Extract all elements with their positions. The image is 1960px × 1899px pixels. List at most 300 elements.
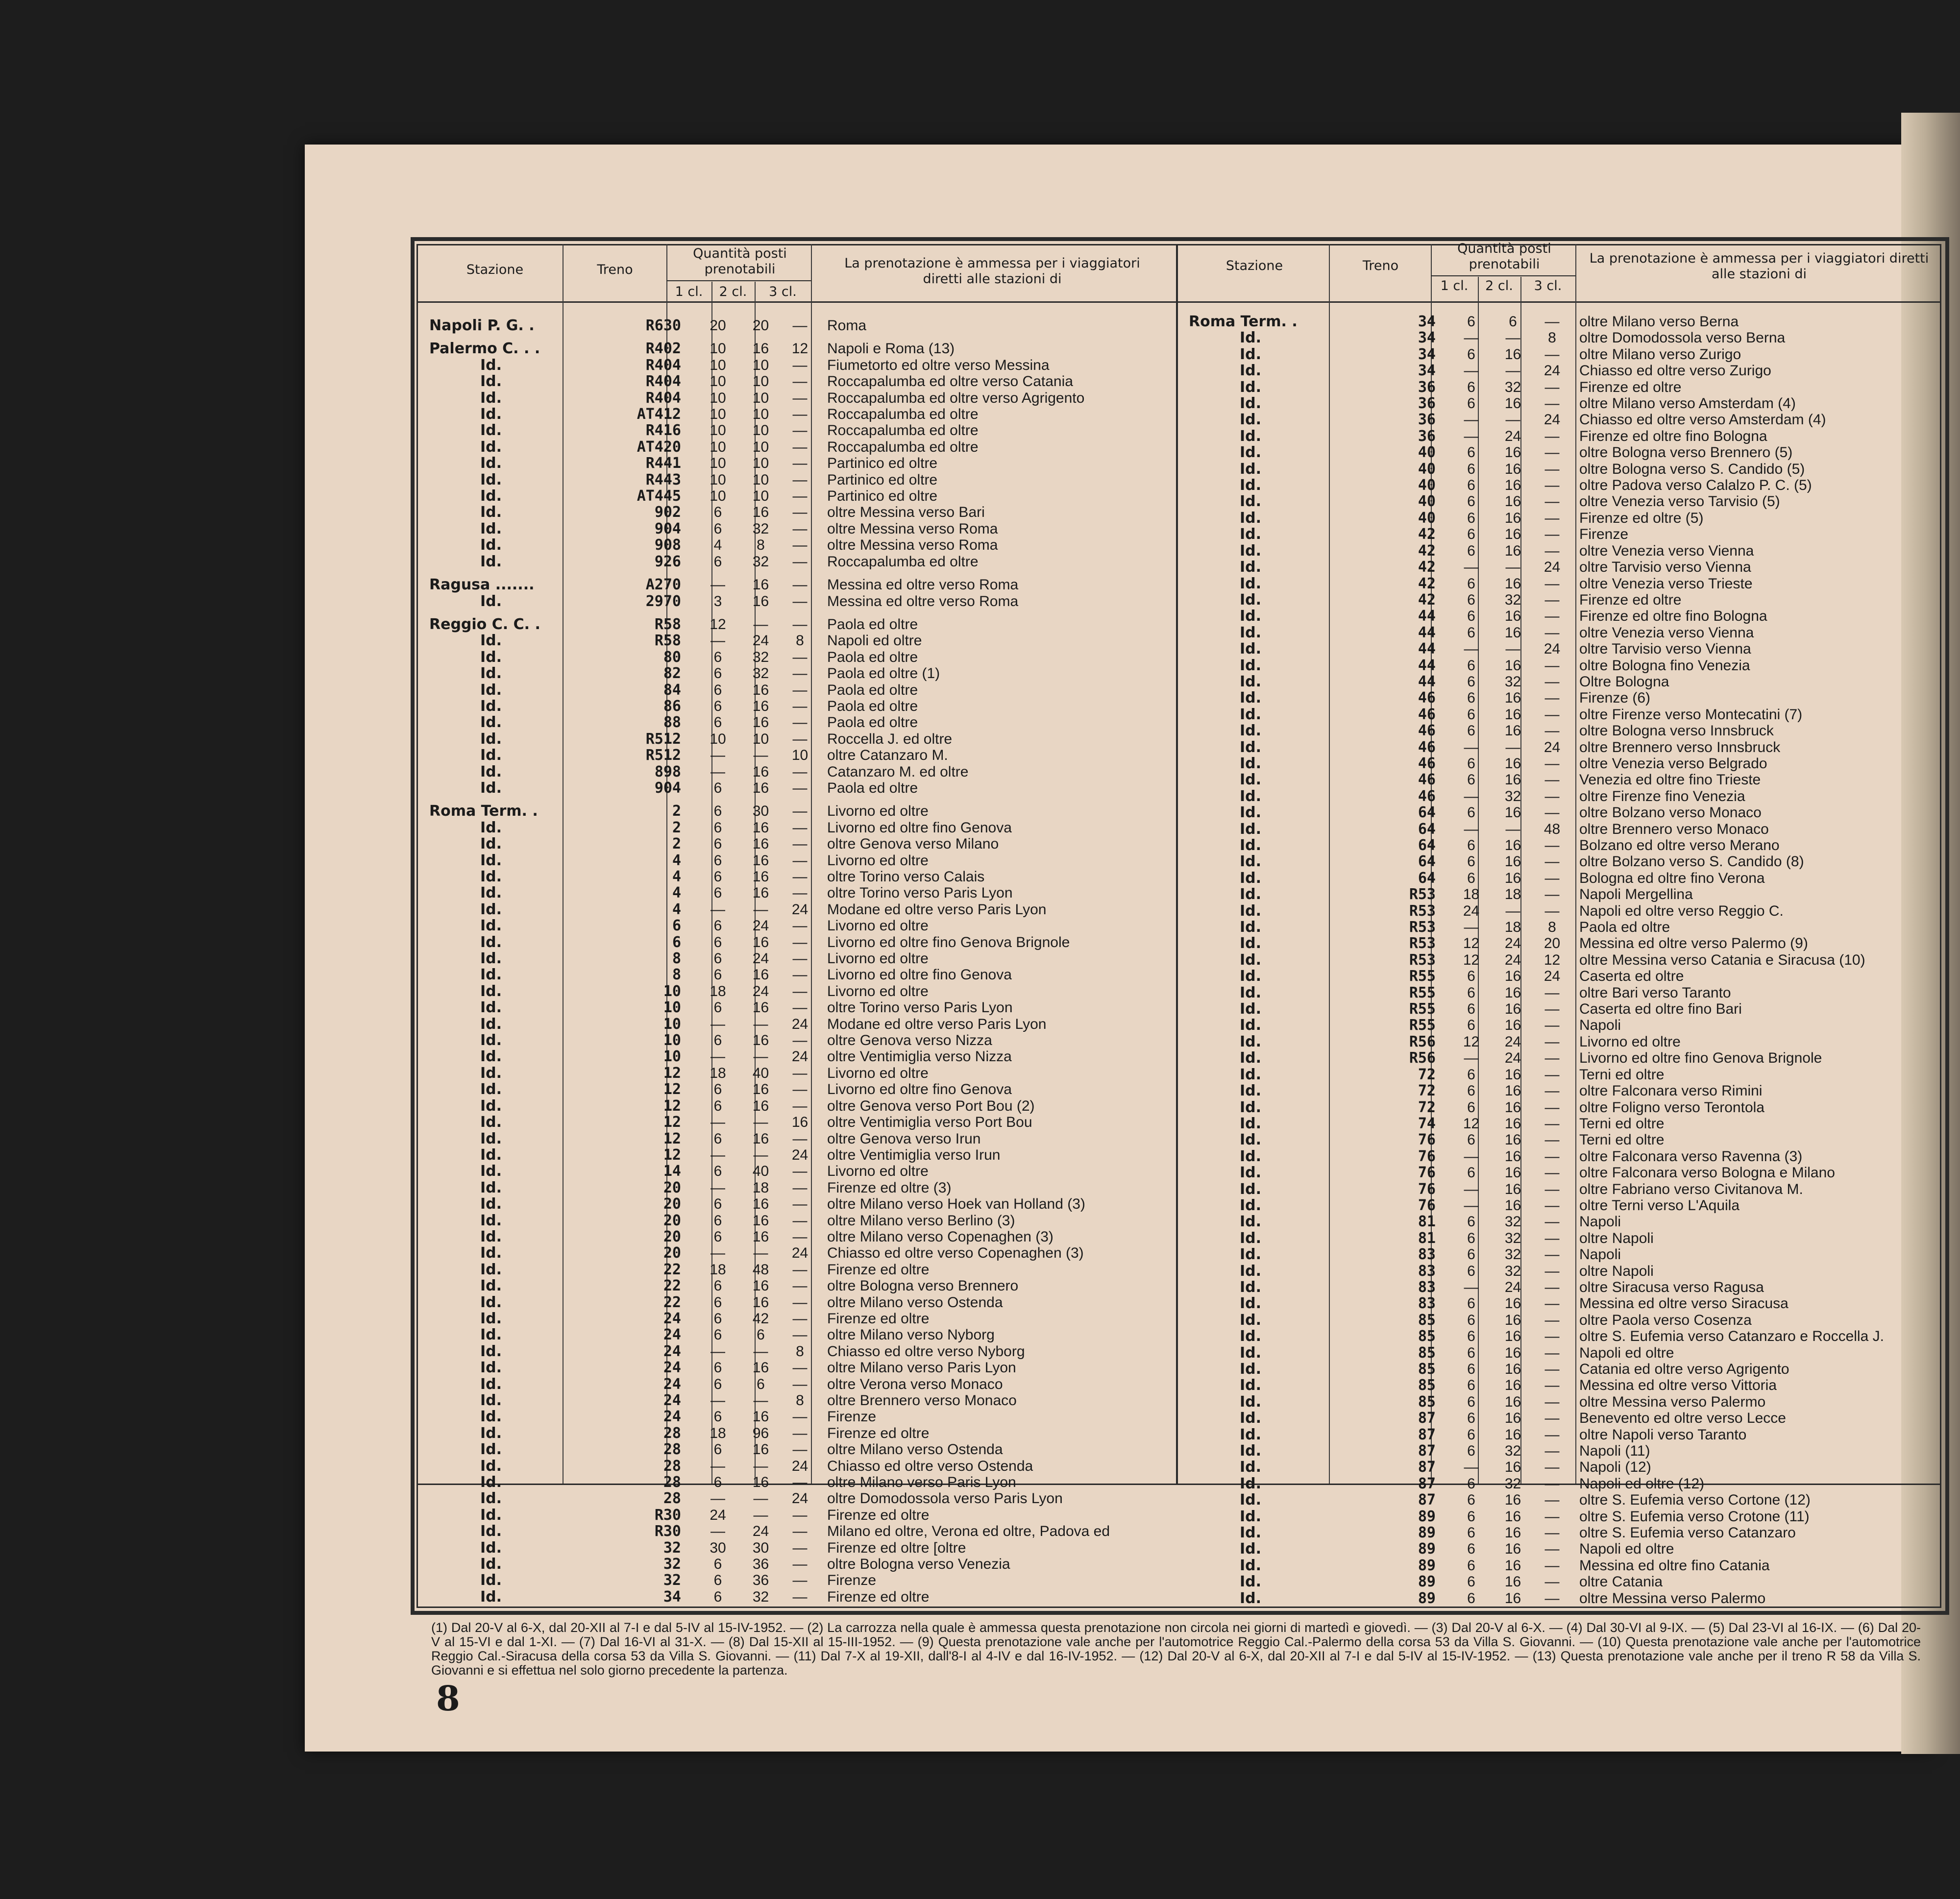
cl2-cell: — [753,1245,768,1262]
stazione-cell: Id. [480,471,502,488]
cl1-cell: — [1464,641,1479,657]
stazione-cell: Id. [480,1114,502,1131]
cl3-cell: — [1544,1426,1560,1443]
destinazione-cell: oltre Torino verso Calais [827,869,985,885]
cl1-cell: 6 [713,1097,722,1114]
destinazione-cell: Terni ed oltre [1579,1115,1665,1132]
treno-cell: 89 [1418,1557,1436,1574]
destinazione-cell: oltre Messina verso Catania e Siracusa (10) [1579,951,1865,968]
cl3-cell: — [792,1523,808,1540]
destinazione-cell: Livorno ed oltre [827,983,929,999]
stazione-cell: Id. [1240,1393,1262,1411]
cl2-cell: 16 [752,593,769,609]
header-quantita-left: Quantità posti prenotabili [693,246,787,277]
treno-cell: R55 [1409,984,1436,1001]
cl3-cell: — [1544,853,1560,870]
stazione-cell: Id. [480,1196,502,1213]
treno-cell: 64 [1418,821,1436,837]
cl3-cell: 24 [791,1458,808,1474]
group-spacer [426,570,568,577]
cl1-cell: 10 [710,406,726,423]
cl3-cell: 24 [1544,968,1561,985]
cl2-cell: 16 [1504,444,1521,461]
stazione-cell: Id. [1240,363,1262,379]
cl2-cell: 16 [1504,706,1521,723]
treno-cell: 6 [672,934,681,951]
stazione-cell: Id. [480,869,502,885]
cl1-cell: — [710,1114,725,1131]
center-divider [1176,244,1178,1484]
stazione-cell: Id. [480,1572,502,1589]
cl2-cell: 16 [1504,853,1521,870]
group-spacer [696,334,740,341]
stazione-cell: Id. [1240,559,1262,576]
cl2-cell: 24 [752,950,769,967]
cl1-cell: — [710,901,725,918]
cl3-cell: — [1544,1344,1560,1361]
treno-cell: 22 [663,1278,681,1294]
treno-cell: 904 [654,520,681,537]
destinazione-cell: oltre Genova verso Irun [827,1130,981,1147]
destinazione-cell: oltre Bologna verso Innsbruck [1579,723,1774,739]
treno-cell: 84 [663,682,681,698]
stazione-cell: Reggio C. C. . [429,616,540,633]
cl3-cell: — [792,390,808,406]
treno-cell: AT445 [637,488,681,505]
cl2-cell: 48 [752,1261,769,1278]
cl1-cell: — [710,577,725,593]
cl2-cell: 16 [752,852,769,869]
destinazione-cell: Napoli Mergellina [1579,886,1693,903]
cl3-cell: 16 [791,1114,808,1131]
reservation-table-right [1186,314,1921,1607]
treno-cell: 82 [663,665,681,682]
group-spacer [782,334,818,341]
cl3-cell: — [1544,379,1560,395]
stazione-cell: Id. [480,1425,502,1442]
cl3-cell: — [792,1130,808,1147]
cl3-cell: — [1544,395,1560,412]
stazione-cell: Id. [480,649,502,666]
destinazione-cell: oltre Brennero verso Monaco [827,1392,1017,1409]
stazione-cell: Id. [480,633,502,649]
cl3-cell: — [792,1376,808,1392]
cl1-cell: — [1464,1459,1479,1476]
treno-cell: 64 [1418,853,1436,870]
cl3-cell: — [1544,1083,1560,1099]
stazione-cell: Id. [480,714,502,731]
cl3-cell: — [792,852,808,869]
cl1-cell: 10 [710,357,726,373]
cl2-cell: 6 [757,1376,765,1392]
cl2-cell: 16 [1504,1557,1521,1574]
cl1-cell: 6 [713,1376,722,1392]
cl2-cell: 16 [1504,1492,1521,1509]
stazione-cell: Id. [1240,1590,1262,1607]
destinazione-cell: oltre Bologna verso Venezia [827,1556,1010,1573]
treno-cell: 12 [663,1146,681,1164]
treno-cell: 12 [663,1130,681,1147]
cl3-cell: — [792,967,808,983]
cl2-cell: 16 [1504,1508,1521,1525]
cl3-cell: — [1544,788,1560,804]
cl1-cell: 6 [1467,1557,1475,1574]
group-spacer [740,570,782,577]
cl2-cell: 10 [752,471,769,488]
cl1-cell: 6 [1467,1083,1475,1099]
cl2-cell: — [753,1146,768,1163]
cl3-cell: — [1544,1508,1560,1525]
destinazione-cell: Livorno ed oltre fino Genova Brignole [827,934,1070,950]
cl3-cell: 24 [791,1016,808,1032]
stazione-cell: Id. [480,918,502,934]
cl3-cell: — [1544,673,1560,690]
cl3-cell: — [792,836,808,852]
stazione-cell: Id. [480,1310,502,1327]
treno-cell: 10 [663,999,681,1016]
cl3-cell: — [792,819,808,836]
treno-cell: 87 [1418,1492,1436,1509]
treno-cell: 46 [1418,739,1436,755]
stazione-cell: Id. [480,698,502,715]
treno-cell: 28 [663,1490,681,1507]
stazione-cell: Id. [480,1360,502,1376]
cl1-cell: 6 [713,1130,722,1147]
destinazione-cell: oltre Foligno verso Terontola [1579,1099,1764,1116]
cl2-cell: 16 [752,967,769,983]
destinazione-cell: oltre Genova verso Nizza [827,1032,992,1049]
cl1-cell: 6 [1467,1263,1475,1279]
cl2-cell: — [753,1343,768,1360]
treno-cell: 89 [1418,1574,1436,1590]
cl3-cell: — [1544,1099,1560,1116]
treno-cell: 83 [1418,1295,1436,1312]
destinazione-cell: Messina ed oltre verso Vittoria [1579,1377,1777,1394]
cl2-cell: — [753,1048,768,1065]
cl1-cell: 6 [1467,1475,1475,1492]
cl1-cell: 6 [1467,379,1475,395]
stazione-cell: Id. [1240,379,1262,396]
group-spacer [818,570,1171,577]
treno-cell: 46 [1418,690,1436,706]
cl3-cell: — [1544,1295,1560,1312]
cl1-cell: 6 [1467,1214,1475,1230]
cl2-cell: 6 [757,1327,765,1343]
cl1-cell: 12 [1463,1033,1480,1050]
cl2-cell: — [753,1016,768,1032]
group-spacer [740,609,782,616]
cl2-cell: 16 [752,999,769,1016]
destinazione-cell: Venezia ed oltre fino Trieste [1579,772,1761,788]
cl3-cell: — [1544,1132,1560,1148]
stazione-cell: Id. [1240,1525,1262,1541]
treno-cell: 24 [663,1310,681,1327]
destinazione-cell: Napoli (11) [1579,1443,1650,1460]
destinazione-cell: Roccapalumba ed oltre [827,422,979,439]
cl2-cell: 16 [1504,755,1521,772]
destinazione-cell: Chiasso ed oltre verso Ostenda [827,1458,1033,1474]
cl3-cell: — [792,763,808,780]
cl2-cell: 32 [752,649,769,665]
cl3-cell: — [1544,1377,1560,1394]
treno-cell: 72 [1418,1099,1436,1116]
destinazione-cell: oltre Messina verso Bari [827,504,985,521]
cl1-cell: 6 [1467,542,1475,559]
cl3-cell: — [1544,1066,1560,1083]
cl1-cell: 6 [1467,575,1475,592]
cl2-cell: — [1505,641,1520,657]
cl2-cell: 16 [1504,984,1521,1001]
treno-cell: R416 [645,422,681,439]
destinazione-cell: Terni ed oltre [1579,1132,1665,1148]
cl2-cell: — [753,1458,768,1474]
cl1-cell: — [1464,330,1479,346]
cl2-cell: 18 [1504,886,1521,903]
stazione-cell: Id. [1240,591,1262,609]
cl2-cell: 16 [1504,804,1521,821]
cl3-cell: — [792,488,808,505]
cl3-cell: — [1544,314,1560,330]
cl2-cell: 16 [1504,1377,1521,1394]
group-spacer [568,609,696,616]
treno-cell: 76 [1418,1197,1436,1214]
group-spacer [818,609,1171,616]
cl1-cell: 10 [710,488,726,505]
cl2-cell: 18 [752,1179,769,1196]
group-spacer [740,334,782,341]
destinazione-cell: oltre Messina verso Palermo [1579,1590,1766,1607]
cl2-cell: 36 [752,1572,769,1589]
stazione-cell: Id. [480,1523,502,1540]
cl3-cell: — [792,649,808,665]
stazione-cell: Id. [480,488,502,505]
cl2-cell: — [753,1114,768,1131]
cl1-cell: 6 [713,950,722,967]
stazione-cell: Id. [480,1228,502,1245]
stazione-cell: Id. [1240,1214,1262,1230]
stazione-cell: Id. [1240,837,1262,854]
cl2-cell: 16 [1504,477,1521,494]
treno-cell: 42 [1418,591,1436,609]
cl3-cell: — [1544,1279,1560,1295]
stazione-cell: Id. [1240,608,1262,625]
cl1-cell: 6 [1467,968,1475,985]
stazione-cell: Id. [480,1507,502,1524]
cl2-cell: 20 [752,317,769,334]
treno-cell: R441 [645,455,681,472]
cl2-cell: 16 [752,504,769,521]
cl1-cell: 6 [713,665,722,682]
destinazione-cell: oltre Milano verso Berna [1579,314,1739,330]
cl2-cell: 10 [752,406,769,423]
stazione-cell: Id. [1240,1099,1262,1116]
cl2-cell: 16 [1504,1541,1521,1558]
cl1-cell: 10 [710,730,726,747]
destinazione-cell: Modane ed oltre verso Paris Lyon [827,901,1047,918]
group-spacer [696,796,740,803]
treno-cell: R55 [1409,1001,1436,1018]
stazione-cell: Id. [480,390,502,407]
cl3-cell: — [1544,706,1560,723]
stazione-cell: Id. [1240,886,1262,903]
treno-cell: 74 [1418,1115,1436,1132]
cl3-cell: — [792,1572,808,1589]
destinazione-cell: oltre Bologna verso S. Candido (5) [1579,461,1805,477]
destinazione-cell: oltre Domodossola verso Berna [1579,330,1786,346]
stazione-cell: Id. [1240,788,1262,805]
destinazione-cell: oltre Venezia verso Belgrado [1579,755,1767,772]
cl2-cell: 32 [752,1588,769,1605]
treno-cell: R53 [1409,919,1436,936]
stazione-cell: Id. [480,455,502,472]
cl1-cell: 6 [1467,984,1475,1001]
cl3-cell: — [792,1556,808,1573]
stazione-cell: Roma Term. . [429,803,538,820]
cl2-cell: 8 [757,537,765,554]
cl2-cell: 16 [752,1278,769,1294]
destinazione-cell: Firenze ed oltre (3) [827,1179,952,1196]
cl3-cell: — [1544,1443,1560,1460]
stazione-cell: Id. [1240,1001,1262,1018]
cl3-cell: — [1544,1541,1560,1558]
cl2-cell: 16 [752,1294,769,1311]
stazione-cell: Id. [480,537,502,554]
stazione-cell: Id. [1240,1541,1262,1558]
cl3-cell: — [792,520,808,537]
cl2-cell: 30 [752,1539,769,1556]
cl2-cell: 10 [752,730,769,747]
destinazione-cell: Livorno ed oltre [827,918,929,934]
cl2-cell: 24 [752,918,769,934]
destinazione-cell: oltre Venezia verso Trieste [1579,575,1753,592]
cl3-cell: 24 [791,1490,808,1507]
destinazione-cell: oltre Falconara verso Bologna e Milano [1579,1165,1835,1181]
stazione-cell: Id. [1240,902,1262,920]
cl3-cell: — [792,438,808,455]
cl2-cell: 16 [1504,870,1521,886]
stazione-cell: Id. [480,885,502,901]
treno-cell: A270 [645,577,681,593]
stazione-cell: Id. [480,819,502,836]
stazione-cell: Id. [480,852,502,869]
destinazione-cell: oltre Messina verso Palermo [1579,1393,1766,1410]
destinazione-cell: Chiasso ed oltre verso Nyborg [827,1343,1025,1360]
treno-cell: 89 [1418,1541,1436,1558]
cl3-cell: — [792,885,808,901]
cl1-cell: 6 [713,1556,722,1573]
cl3-cell: — [792,999,808,1016]
destinazione-cell: Catanzaro M. ed oltre [827,763,969,780]
cl1-cell: 6 [713,1294,722,1311]
stazione-cell: Id. [480,406,502,423]
treno-cell: 4 [672,901,681,918]
treno-cell: 2 [672,803,681,820]
stazione-cell: Id. [1240,1017,1262,1034]
stazione-cell: Id. [1240,1083,1262,1099]
cl3-cell: — [792,950,808,967]
treno-cell: 10 [663,1016,681,1033]
destinazione-cell: Partinico ed oltre [827,471,938,488]
stazione-cell: Id. [480,1016,502,1033]
cl2-cell: 30 [752,803,769,820]
cl2-cell: 16 [1504,1148,1521,1165]
destinazione-cell: Napoli ed oltre (12) [1579,1475,1705,1492]
cl1-cell: 6 [713,1228,722,1245]
destinazione-cell: oltre Genova verso Milano [827,836,999,852]
destinazione-cell: Paola ed oltre [827,779,918,796]
stazione-cell: Ragusa ....... [429,577,535,593]
treno-cell: 89 [1418,1590,1436,1607]
stazione-cell: Id. [1240,624,1262,641]
cl1-cell: 6 [713,1474,722,1491]
cl1-cell: — [710,747,725,764]
cl2-cell: 16 [1504,395,1521,412]
cl2-cell: 16 [1504,837,1521,853]
cl3-cell: — [1544,1574,1560,1590]
destinazione-cell: Chiasso ed oltre verso Amsterdam (4) [1579,412,1826,428]
cl1-cell: 6 [1467,755,1475,772]
cl3-cell: — [792,665,808,682]
stazione-cell: Id. [1240,1165,1262,1181]
stazione-cell: Id. [480,1294,502,1311]
destinazione-cell: oltre S. Eufemia verso Catanzaro [1579,1525,1796,1541]
stazione-cell: Id. [480,901,502,918]
cl3-cell: — [792,1310,808,1327]
destinazione-cell: oltre S. Eufemia verso Cortone (12) [1579,1492,1811,1509]
cl3-cell: — [1544,772,1560,788]
cl2-cell: 10 [752,373,769,390]
destinazione-cell: Napoli [1579,1214,1621,1230]
cl1-cell: 6 [713,698,722,714]
cl2-cell: — [1505,902,1520,919]
destinazione-cell: oltre Milano verso Paris Lyon [827,1360,1016,1376]
cl1-cell: 6 [713,779,722,796]
destinazione-cell: oltre Brennero verso Monaco [1579,821,1769,837]
cl3-cell: — [792,803,808,820]
cl1-cell: 10 [710,438,726,455]
cl1-cell: 18 [710,983,726,999]
destinazione-cell: Livorno ed oltre [827,1163,929,1180]
cl2-cell: 40 [752,1065,769,1081]
cl2-cell: 16 [752,869,769,885]
stazione-cell: Id. [480,504,502,521]
destinazione-cell: Firenze [827,1572,877,1589]
treno-cell: 10 [663,1048,681,1065]
cl2-cell: 16 [1504,510,1521,526]
cl2-cell: 32 [1504,1246,1521,1263]
destinazione-cell: Roccapalumba ed oltre [827,406,979,423]
destinazione-cell: Livorno ed oltre fino Genova [827,967,1012,983]
destinazione-cell: oltre Falconara verso Ravenna (3) [1579,1148,1803,1165]
stazione-cell: Id. [480,1458,502,1475]
cl3-cell: — [1544,1197,1560,1214]
destinazione-cell: Firenze ed oltre [oltre [827,1539,966,1556]
treno-cell: 902 [654,504,681,521]
cl1-cell: — [710,633,725,649]
cl2-cell: 16 [1504,1083,1521,1099]
cl3-cell: — [792,455,808,472]
cl3-cell: — [792,1097,808,1114]
stazione-cell: Id. [1240,772,1262,788]
destinazione-cell: oltre Tarvisio verso Vienna [1579,641,1751,657]
stazione-cell: Id. [1240,395,1262,412]
cl1-cell: 6 [1467,1344,1475,1361]
cl2-cell: — [753,747,768,764]
cl2-cell: 24 [752,983,769,999]
stazione-cell: Id. [1240,919,1262,936]
destinazione-cell: Paola ed oltre [827,682,918,698]
cl3-cell: — [792,1065,808,1081]
